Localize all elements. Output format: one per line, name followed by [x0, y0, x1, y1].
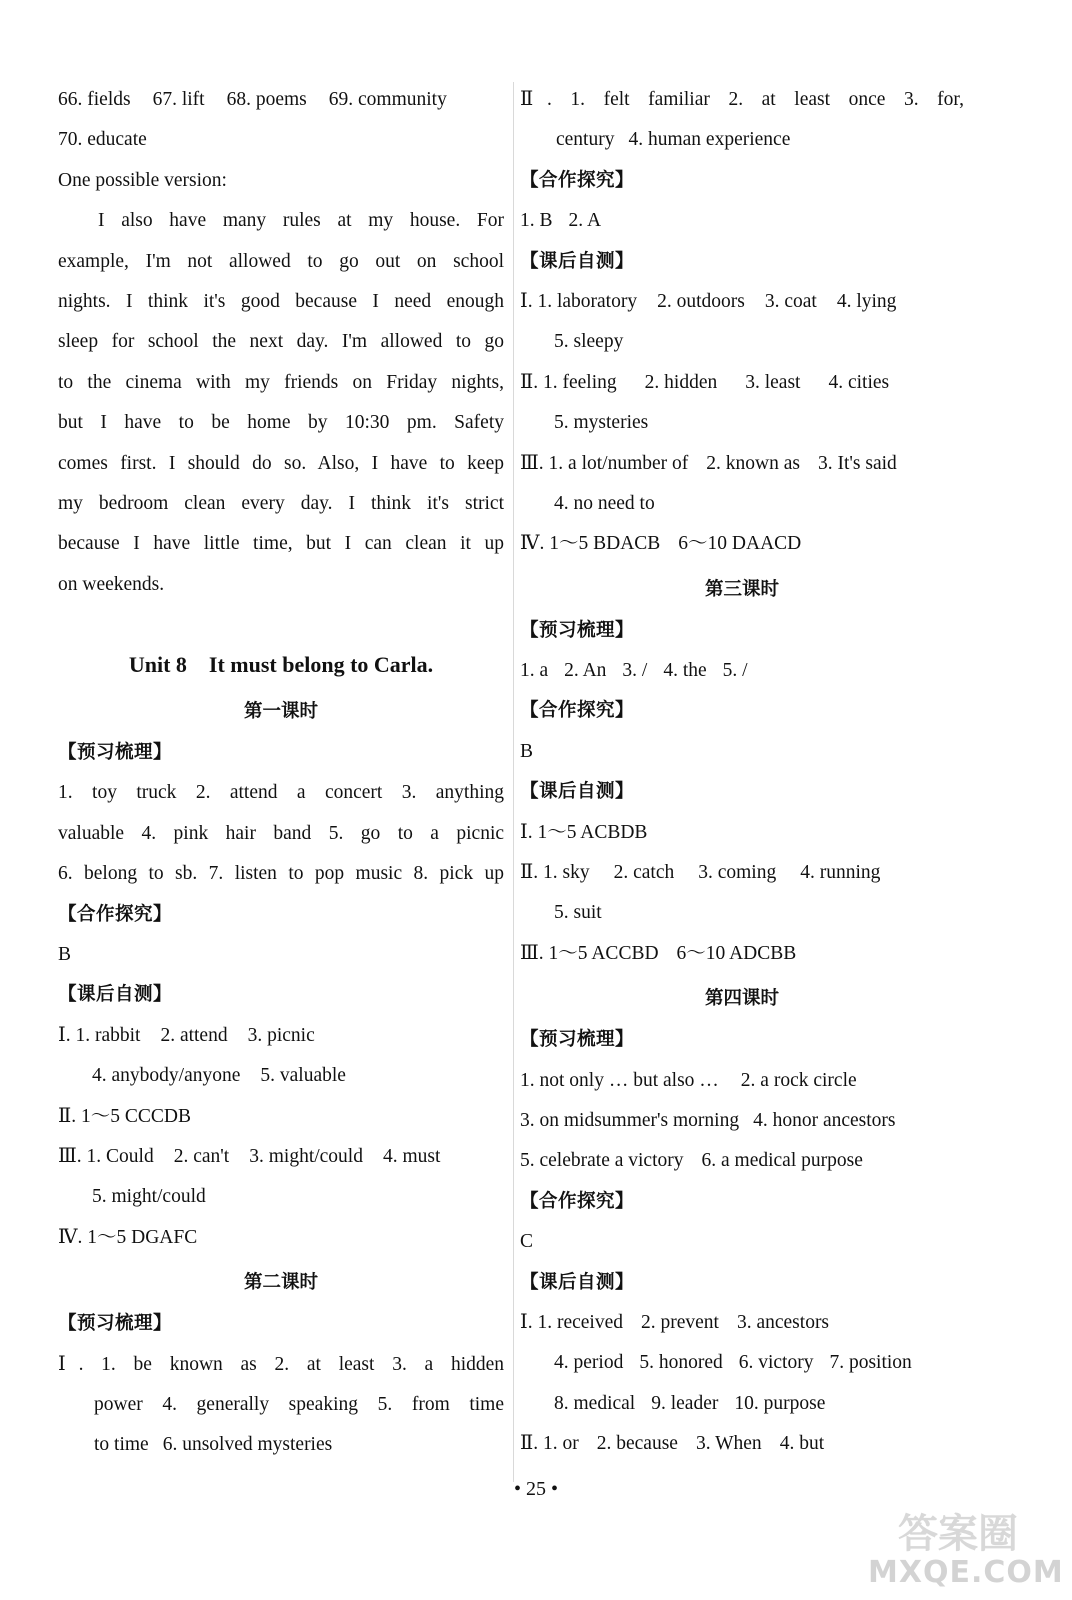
- essay-line: I also have many rules at my house. For: [98, 210, 504, 232]
- section-header: 【合作探究】: [520, 1190, 635, 1212]
- answer-line: 1. a 2. An 3. / 4. the 5. /: [520, 660, 748, 682]
- answer-line: century 4. human experience: [556, 129, 791, 151]
- answer-line: Ⅲ. 1. a lot/number of 2. known as 3. It's said: [520, 452, 897, 474]
- answer-line: Ⅲ. 1. Could 2. can't 3. might/could 4. must: [58, 1145, 441, 1167]
- answer-line: 8. medical 9. leader 10. purpose: [554, 1392, 826, 1414]
- answer-line: 70. educate: [58, 129, 147, 151]
- answer-line: 66. fields 67. lift 68. poems 69. community: [58, 89, 447, 110]
- answer-line: Ⅱ. 1. felt familiar 2. at least once 3. for,: [520, 89, 964, 110]
- answer-line: power 4. generally speaking 5. from time: [94, 1393, 504, 1415]
- essay-line: because I have little time, but I can clean it up: [58, 533, 504, 555]
- essay-line: comes first. I should do so. Also, I have to keep: [58, 452, 504, 474]
- answer-line: 5. sleepy: [554, 331, 624, 353]
- answer-line: to time 6. unsolved mysteries: [94, 1434, 333, 1456]
- column-divider: [513, 82, 514, 1482]
- essay-line: sleep for school the next day. I'm allowed to go: [58, 331, 504, 353]
- watermark-bottom-text: MXQE.COM: [868, 1555, 1064, 1590]
- answer-line: 1. not only … but also … 2. a rock circle: [520, 1069, 857, 1091]
- section-header: 【合作探究】: [520, 700, 635, 722]
- section-header: 【课后自测】: [58, 984, 173, 1006]
- watermark-top-text: 答案圈: [898, 1511, 1018, 1557]
- section-header: 【预习梳理】: [520, 619, 635, 641]
- answer-line: 4. anybody/anyone 5. valuable: [92, 1065, 346, 1087]
- section-header: 【课后自测】: [520, 1271, 635, 1293]
- answer-line: Ⅳ. 1～5 BDACB 6～10 DAACD: [520, 533, 802, 555]
- answer-line: 4. no need to: [554, 492, 655, 514]
- answer-line: 1. toy truck 2. attend a concert 3. anything: [58, 782, 504, 804]
- section-header: 【课后自测】: [520, 781, 635, 803]
- answer-line: B: [520, 740, 534, 762]
- lesson-heading: 第三课时: [704, 578, 779, 600]
- answer-line: valuable 4. pink hair band 5. go to a picnic: [58, 822, 504, 844]
- essay-line: but I have to be home by 10:30 pm. Safety: [58, 412, 504, 434]
- answer-line: 1. B 2. A: [520, 210, 602, 232]
- answer-line: Ⅱ. 1～5 CCCDB: [58, 1105, 191, 1127]
- section-header: 【预习梳理】: [520, 1029, 635, 1051]
- lesson-heading: 第二课时: [243, 1272, 318, 1294]
- unit-title: Unit 8 It must belong to Carla.: [128, 652, 434, 678]
- essay-intro: One possible version:: [58, 169, 227, 191]
- answer-line: 5. might/could: [92, 1186, 206, 1208]
- answer-line: C: [520, 1231, 534, 1253]
- answer-line: Ⅰ. 1. laboratory 2. outdoors 3. coat 4. lying: [520, 290, 897, 312]
- lesson-heading: 第四课时: [704, 988, 779, 1010]
- answer-line: Ⅲ. 1～5 ACCBD 6～10 ADCBB: [520, 942, 797, 964]
- answer-line: 4. period 5. honored 6. victory 7. position: [554, 1352, 912, 1374]
- essay-line: my bedroom clean every day. I think it's strict: [58, 492, 504, 514]
- section-header: 【课后自测】: [520, 250, 635, 272]
- lesson-heading: 第一课时: [243, 701, 318, 723]
- answer-line: Ⅳ. 1～5 DGAFC: [58, 1226, 198, 1248]
- essay-line: example, I'm not allowed to go out on school: [58, 250, 504, 272]
- watermark-logo: [868, 1500, 1064, 1592]
- essay-line: nights. I think it's good because I need enough: [58, 290, 504, 312]
- answer-line: 5. celebrate a victory 6. a medical purpose: [520, 1150, 863, 1172]
- answer-line: Ⅱ. 1. feeling 2. hidden 3. least 4. cities: [520, 371, 890, 393]
- section-header: 【预习梳理】: [58, 1313, 173, 1335]
- answer-line: Ⅱ. 1. sky 2. catch 3. coming 4. running: [520, 862, 881, 884]
- answer-line: Ⅰ. 1～5 ACBDB: [520, 821, 648, 843]
- section-header: 【合作探究】: [58, 903, 173, 925]
- answer-line: Ⅰ. 1. rabbit 2. attend 3. picnic: [58, 1024, 315, 1046]
- right-column: [520, 80, 964, 1465]
- essay-line: on weekends.: [58, 573, 165, 595]
- answer-line: 5. suit: [554, 902, 602, 924]
- section-header: 【预习梳理】: [58, 742, 173, 764]
- answer-line: 3. on midsummer's morning 4. honor ancestors: [520, 1109, 896, 1131]
- answer-line: B: [58, 944, 72, 966]
- answer-line: Ⅰ. 1. received 2. prevent 3. ancestors: [520, 1311, 830, 1333]
- page-number: • 25 •: [513, 1478, 558, 1500]
- essay-line: to the cinema with my friends on Friday nights,: [58, 371, 504, 393]
- answer-line: Ⅱ. 1. or 2. because 3. When 4. but: [520, 1433, 825, 1455]
- answer-line: 5. mysteries: [554, 412, 649, 434]
- answer-line: 6. belong to sb. 7. listen to pop music 8. pick up: [58, 863, 504, 885]
- answer-line: Ⅰ. 1. be known as 2. at least 3. a hidden: [58, 1353, 504, 1375]
- left-column: [58, 80, 504, 1466]
- section-header: 【合作探究】: [520, 169, 635, 191]
